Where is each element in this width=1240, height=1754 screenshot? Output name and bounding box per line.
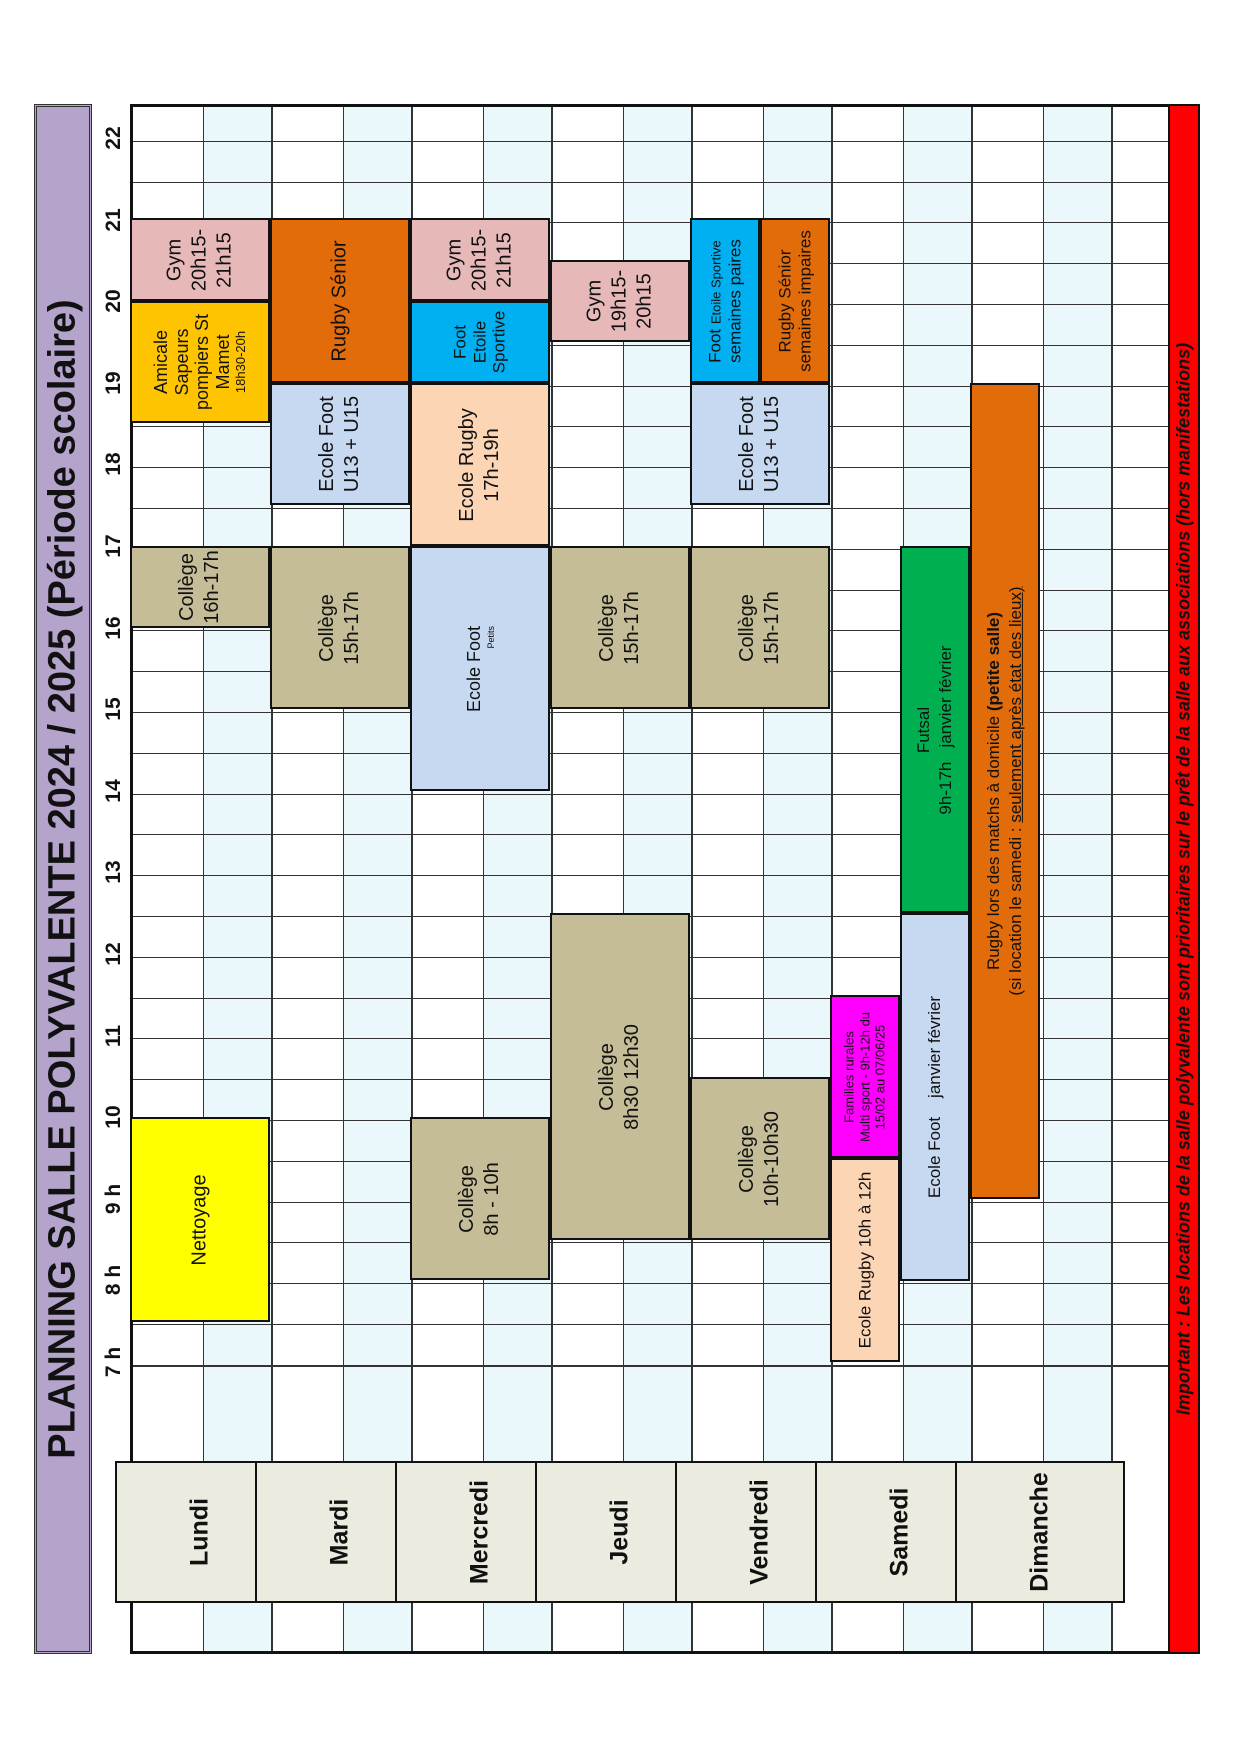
hour-label: 9 h [102,1183,125,1215]
day-header: Mardi [255,1461,425,1603]
hour-label: 19 [102,371,125,395]
title-bar [34,104,92,1654]
hour-label: 16 [102,616,125,640]
hour-label: 18 [102,452,125,476]
hour-label: 8 h [102,1264,125,1296]
day-header: Jeudi [535,1461,705,1603]
event-rugby-senior: Rugby Sénior semaines impaires [760,218,830,383]
page-title: PLANNING SALLE POLYVALENTE 2024 / 2025 (Période scolaire) [41,299,84,1459]
event-ecole-foot: Ecole Foot U13 + U15 [690,383,830,505]
event-ecole-foot: Ecole Foot U13 + U15 [270,383,410,505]
hour-label: 7 h [102,1346,125,1378]
hour-label: 12 [102,942,125,966]
event-amicale-sapeurs: Amicale Sapeurs pompiers St Mamet 18h30-20h [130,301,270,423]
hour-label: 15 [102,697,125,721]
hour-label: 11 [102,1024,125,1048]
event-college: Collège 15h-17h [690,546,830,709]
event-college: Collège 15h-17h [550,546,690,709]
event-gym: Gym 20h15- 21h15 [410,218,550,301]
event-ecole-foot: Ecole Foot janvier février [900,913,970,1281]
day-header: Samedi [815,1461,985,1603]
event-ecole-foot: Ecole Foot Petits [410,546,550,791]
event-college: Collège 16h-17h [130,546,270,628]
event-college: Collège 8h30 12h30 [550,913,690,1240]
hour-label: 22 [102,126,125,150]
event-college: Collège 8h - 10h [410,1117,550,1280]
day-header: Dimanche [955,1461,1125,1603]
hour-label: 21 [102,208,125,232]
event-foot-etoile: Foot Etoile Sportive semaines paires [690,218,760,383]
hour-label: 20 [102,289,125,313]
event-futsal: Futsal 9h-17h janvier février [900,546,970,913]
day-header: Vendredi [675,1461,845,1603]
event-gym: Gym 20h15- 21h15 [130,218,270,301]
event-foot-etoile: Foot Etoile Sportive [410,301,550,383]
event-ecole-rugby: Ecole Rugby 10h à 12h [830,1158,900,1362]
event-gym: Gym 19h15- 20h15 [550,260,690,342]
event-rugby-senior: Rugby Sénior [270,218,410,383]
event-college: Collège 10h-10h30 [690,1077,830,1240]
day-header: Mercredi [395,1461,565,1603]
hour-label: 17 [102,534,125,558]
event-nettoyage: Nettoyage [130,1117,270,1322]
hour-label: 14 [102,779,125,803]
day-header: Lundi [115,1461,285,1603]
event-ecole-rugby: Ecole Rugby 17h-19h [410,383,550,546]
hour-label: 13 [102,860,125,884]
event-college: Collège 15h-17h [270,546,410,709]
footer-note: Important : Les locations de la salle polyvalente sont prioritaires sur le prêt de la salle aux associations (hors manifestations) [1168,104,1200,1654]
event-familles-rurales: Familles rurales Multi sport - 9h-12h du 15/02 au 07/06/25 [830,995,900,1158]
event-rugby-matchs: Rugby lors des matchs à domicile (petite salle) (si location le samedi : seulement après état des lieux) [970,383,1040,1199]
hour-label: 10 [102,1105,125,1129]
